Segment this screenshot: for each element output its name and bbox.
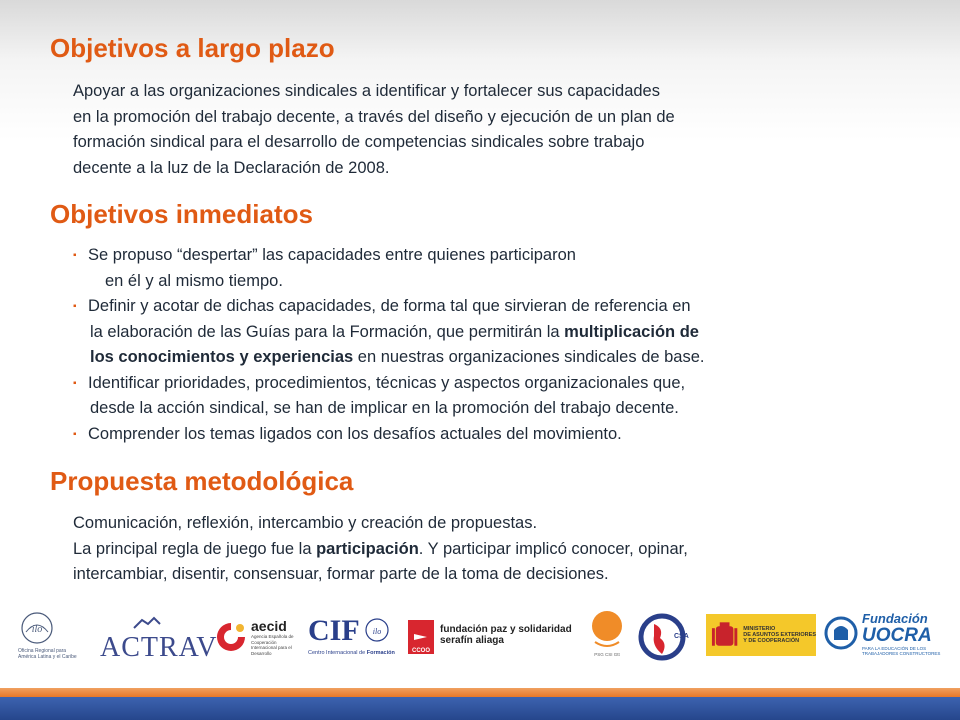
orange-logo-caption: PSG CSI Gtt — [594, 652, 620, 657]
aecid-emblem-icon — [214, 620, 248, 654]
ministerio-line1: MINISTERIO — [743, 626, 776, 632]
ministerio-logo — [706, 614, 816, 656]
text-line: Apoyar a las organizaciones sindicales a identificar y fortalecer sus capacidades — [73, 82, 660, 100]
heading-propuesta-metodologica: Propuesta metodológica — [50, 466, 354, 496]
flag-icon — [411, 632, 431, 648]
cif-subtitle-part: Centro Internacional de — [308, 650, 367, 656]
uocra-head-icon — [824, 616, 858, 650]
ministerio-line2: DE ASUNTOS EXTERIORES — [743, 632, 816, 638]
uocra-line1: Fundación — [862, 611, 928, 626]
emphasis-text: los conocimientos y experiencias — [90, 348, 354, 366]
text-line — [88, 345, 705, 371]
cif-subtitle-bold: Formación — [366, 650, 395, 656]
cif-logo — [308, 612, 400, 664]
svg-text:CSA: CSA — [674, 633, 689, 640]
text-line: desde la acción sindical, se han de implicar en la promoción del trabajo decente. — [90, 399, 679, 417]
emphasis-text: multiplicación de — [564, 322, 699, 341]
fundacion-paz-logo — [408, 618, 576, 658]
aecid-logo — [214, 612, 294, 666]
text-line: Se propuso “despertar” las capacidades entre quienes participaron — [88, 246, 576, 264]
text-line — [73, 537, 688, 563]
orange-circle-logo — [582, 608, 632, 666]
aecid-subtitle: Agencia Española de Cooperación Internacional para el Desarrollo — [251, 634, 294, 656]
bullet-icon: ▪ — [73, 301, 77, 312]
ccoo-tag: CCOO — [412, 648, 430, 654]
text-segment: La principal regla de juego fue la — [73, 539, 317, 558]
csa-globe-icon — [638, 610, 690, 664]
list-item — [73, 422, 705, 448]
uocra-line2: UOCRA — [862, 625, 932, 646]
footer-bars — [0, 688, 960, 720]
fundacion-paz-line2: serafín aliaga — [440, 635, 504, 646]
text-line: formación sindical para el desarrollo de competencias sindicales sobre trabajo — [73, 133, 645, 151]
cif-wordmark: CIF — [308, 614, 360, 647]
text-line: intercambiar, disentir, consensuar, formar parte de la toma de decisiones. — [73, 565, 609, 583]
aecid-wordmark: aecid — [251, 618, 287, 634]
text-line: Definir y acotar de dichas capacidades, de forma tal que sirvieran de referencia en — [88, 297, 691, 315]
text-line: Identificar prioridades, procedimientos, técnicas y aspectos organizacionales que, — [88, 373, 686, 392]
ilo-caption: Oficina Regional para América Latina y el Caribe — [18, 648, 77, 660]
list-item — [73, 243, 705, 294]
handshake-icon — [132, 614, 162, 634]
actrav-wordmark: ACTRAV — [100, 632, 218, 663]
partner-logos — [0, 600, 960, 678]
cif-subtitle — [308, 650, 395, 656]
bullet-icon: ▪ — [73, 428, 77, 440]
ministerio-line3: Y DE COOPERACIÓN — [743, 638, 800, 644]
ilo-emblem-icon — [364, 618, 390, 642]
svg-text:ilo: ilo — [372, 627, 382, 636]
uocra-logo — [824, 610, 948, 668]
emphasis-text: participación — [316, 539, 419, 558]
text-segment: . Y participar implicó conocer, opinar, — [418, 539, 688, 558]
text-line: Comunicación, reflexión, intercambio y creación de propuestas. — [73, 514, 538, 532]
text-segment: en nuestras organizaciones sindicales de base. — [353, 348, 705, 366]
coat-of-arms-icon — [710, 618, 739, 652]
text-line: Comprender los temas ligados con los desafíos actuales del movimiento. — [88, 424, 622, 443]
ilo-logo — [18, 610, 86, 668]
actrav-logo — [100, 614, 218, 666]
text-line: en él y al mismo tiempo. — [105, 271, 283, 290]
bullet-icon: ▪ — [73, 377, 77, 389]
paragraph-largo-plazo — [73, 79, 675, 181]
svg-text:ilo: ilo — [31, 624, 43, 635]
list-item — [73, 294, 705, 371]
list-item — [73, 371, 705, 422]
csa-logo — [638, 608, 694, 666]
text-line: en la promoción del trabajo decente, a través del diseño y ejecución de un plan de — [73, 107, 675, 126]
uocra-line4: TRABAJADORES CONSTRUCTORES — [862, 651, 941, 656]
bullet-list-objetivos — [73, 243, 705, 447]
footer-blue-bar — [0, 697, 960, 720]
bullet-icon: ▪ — [73, 250, 77, 261]
heading-objetivos-inmediatos: Objetivos inmediatos — [50, 199, 313, 229]
text-segment: la elaboración de las Guías para la Formación, que permitirán la — [90, 322, 565, 341]
heading-objetivos-largo-plazo: Objetivos a largo plazo — [50, 33, 335, 63]
uocra-line3: PARA LA EDUCACIÓN DE LOS — [862, 646, 927, 651]
fundacion-paz-line1: fundación paz y solidaridad — [440, 624, 572, 635]
footer-orange-bar — [0, 688, 960, 697]
orange-sun-icon — [587, 608, 627, 652]
ilo-emblem-icon — [18, 610, 56, 646]
text-line — [88, 320, 705, 346]
ccoo-emblem — [408, 620, 434, 654]
paragraph-propuesta — [73, 511, 688, 588]
text-line: decente a la luz de la Declaración de 2008. — [73, 158, 390, 177]
